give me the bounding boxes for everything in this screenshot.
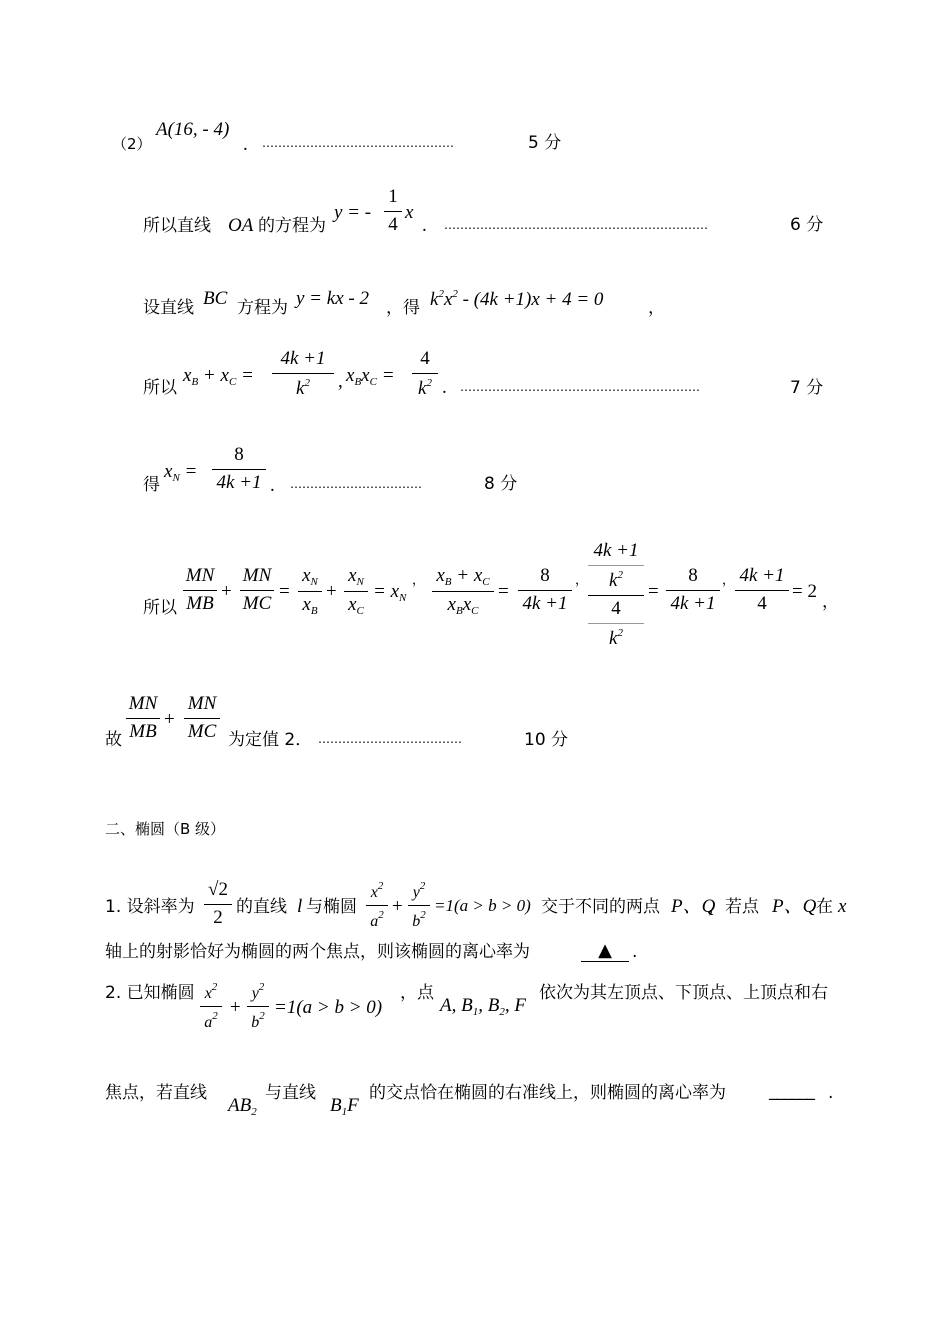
- a: a: [204, 1013, 213, 1031]
- b: b: [412, 912, 421, 930]
- quadratic-tail: - (4k +1)x + 4 = 0: [462, 289, 604, 310]
- points-a-b1: A, B: [440, 995, 473, 1016]
- point-b2: , B: [478, 995, 500, 1016]
- score-6: 6 分: [790, 215, 824, 235]
- plus-x-c: + x: [202, 365, 229, 386]
- leader-dots: ……………………………………………………: [460, 380, 700, 394]
- problem1-t1: 的直线: [236, 897, 287, 917]
- score-5: 5 分: [528, 133, 562, 153]
- equals-xn: = $x_N$: [373, 581, 407, 604]
- a: a: [370, 912, 379, 930]
- sqrt-two: √2: [208, 879, 228, 900]
- separator: ，: [575, 573, 589, 588]
- vieta-prod-fraction: 4 $k^2$: [412, 349, 438, 400]
- leader-dots: ……………………………: [290, 477, 422, 491]
- x-n: x: [348, 565, 357, 586]
- equals: =: [381, 365, 395, 386]
- y: y: [412, 884, 420, 901]
- comma: ,: [338, 371, 343, 392]
- equals-two: = 2: [792, 581, 817, 602]
- problem1-t5: 在: [816, 897, 833, 917]
- problem1-t2: 与椭圆: [306, 897, 357, 917]
- period: .: [243, 134, 248, 155]
- points-pq: P、Q: [671, 896, 716, 917]
- conclusion-lead: 故: [105, 730, 122, 750]
- vieta-sum-den: k: [296, 377, 305, 399]
- score-10: 10 分: [524, 730, 569, 750]
- ratio-xn-xc: $x_N$ $x_C$: [344, 566, 368, 617]
- ellipse-tail: =1(a > b > 0): [274, 997, 383, 1018]
- triangle-mark: ▲: [598, 940, 612, 961]
- line-oa-lead: 所以直线: [143, 216, 211, 236]
- line-bc-mid: 方程为: [237, 298, 288, 318]
- compound-top-num: 4k +1: [593, 540, 639, 561]
- points-list: A, $B_1$, $B_2$, F: [440, 995, 526, 1018]
- section-title: 二、椭圆（B 级）: [105, 820, 226, 838]
- x-b-x-c: x: [447, 594, 456, 616]
- eight: 8: [688, 565, 698, 586]
- equals: =: [241, 365, 254, 386]
- conclusion-text: 为定值 2．: [228, 730, 313, 750]
- mb: MB: [129, 720, 157, 742]
- separator: ，: [412, 573, 426, 588]
- plus: +: [221, 581, 232, 602]
- x-axis-var: x: [838, 896, 847, 917]
- line-ab2: $AB_2$: [228, 1095, 257, 1118]
- problem2-t1: ，点: [400, 983, 434, 1003]
- four-k-plus-one: 4k +1: [739, 565, 785, 586]
- line-oa-lhs: y = -: [334, 202, 372, 223]
- leader-dots: …………………………………………: [262, 136, 454, 150]
- f: F: [347, 1095, 359, 1116]
- problem1-t4: ，若点: [708, 897, 759, 917]
- b: B: [330, 1095, 342, 1116]
- mn: MN: [242, 565, 272, 586]
- problem2-t2: 依次为其左顶点、下顶点、上顶点和右: [539, 983, 828, 1003]
- problem2-lead: 2. 已知椭圆: [105, 983, 195, 1003]
- var-x: x: [443, 289, 453, 310]
- xn-den: 4k +1: [216, 471, 262, 493]
- period: .: [632, 942, 638, 962]
- ellipse-tail: =1(a > b > 0): [434, 896, 531, 915]
- equals: =: [184, 461, 198, 482]
- sum-ratio-lead: 所以: [143, 598, 177, 618]
- four-k-plus-one: 4k +1: [522, 592, 568, 614]
- vieta-sum-num: 4k +1: [280, 348, 326, 369]
- ellipse-y-term: $y^2$ $b^2$: [247, 981, 269, 1031]
- b: b: [251, 1013, 260, 1031]
- separator: ，: [722, 573, 736, 588]
- ratio-mn-mc: [184, 694, 220, 743]
- ratio-8-over: [518, 566, 572, 615]
- compound-top-den: k: [609, 569, 618, 591]
- x: x: [204, 985, 212, 1002]
- leader-dots: …………………………………………………………: [444, 218, 708, 232]
- mn: MN: [128, 693, 158, 714]
- ratio-sum-prod: $x_B + x_C$ $x_Bx_C$: [432, 566, 494, 617]
- answer-blank: ______: [769, 1081, 814, 1101]
- period: .: [442, 377, 447, 398]
- equals: =: [648, 581, 659, 602]
- vieta-prod-lhs: $x_Bx_C$ =: [346, 365, 395, 388]
- ratio-final: [735, 566, 789, 615]
- four-k-plus-one: 4k +1: [670, 592, 716, 614]
- mb: MB: [186, 592, 214, 614]
- ratio-mn-mb: [126, 694, 160, 743]
- line-oa-fraction: [384, 187, 402, 236]
- point-f: , F: [504, 995, 526, 1016]
- line-bc-sep: ，得: [386, 298, 420, 318]
- period: .: [270, 475, 275, 496]
- line-oa-mid: 的方程为: [258, 216, 326, 236]
- problem1-line2: 轴上的射影恰好为椭圆的两个焦点，则该椭圆的离心率为: [105, 942, 530, 962]
- mc: MC: [242, 592, 272, 614]
- two: 2: [213, 906, 223, 928]
- problem2-line2a: 焦点，若直线: [105, 1083, 207, 1103]
- score-7: 7 分: [790, 378, 824, 398]
- ratio-xn-xb: $x_N$ $x_B$: [298, 566, 322, 617]
- mc: MC: [187, 720, 217, 742]
- vieta-sum-lhs: $x_B + x_C$ =: [183, 365, 254, 388]
- equals: =: [498, 581, 509, 602]
- ab: AB: [228, 1095, 252, 1116]
- points-pq-2: P、Q: [772, 896, 817, 917]
- line-l: l: [297, 896, 303, 917]
- vieta-prod-num: 4: [420, 348, 430, 369]
- quadratic-equation: $k^2x^2 - (4k +1)x + 4 = 0$: [430, 288, 604, 310]
- x-c: x: [348, 594, 357, 616]
- problem2-line2b: 与直线: [265, 1083, 316, 1103]
- line-bc-name: BC: [203, 288, 228, 309]
- plus: +: [326, 581, 337, 602]
- xn-lead: 得: [143, 475, 160, 495]
- plus: +: [164, 709, 175, 730]
- answer-blank: [581, 942, 629, 962]
- line-oa-name: OA: [228, 215, 254, 236]
- eq-x-n: = x: [373, 581, 400, 602]
- ellipse-y-term: $y^2$ $b^2$: [408, 880, 430, 930]
- coef-k: k: [430, 289, 439, 310]
- mn: MN: [185, 565, 215, 586]
- ratio-mn-mc: [240, 566, 274, 615]
- x-n: x: [164, 461, 173, 482]
- plus-x-c: + x: [456, 565, 483, 586]
- equals: =: [279, 581, 290, 602]
- line-oa-var: x: [405, 202, 414, 223]
- eight: 8: [540, 565, 550, 586]
- ellipse-x-term: $x^2$ $a^2$: [200, 981, 222, 1031]
- comma: ，: [822, 592, 839, 612]
- ratio-8-over-2: [666, 566, 720, 615]
- four: 4: [757, 592, 767, 614]
- score-8: 8 分: [484, 474, 518, 494]
- plus: +: [230, 997, 241, 1018]
- xn-fraction: [212, 445, 266, 494]
- ellipse-x-term: $x^2$ $a^2$: [366, 880, 388, 930]
- x-b: x: [183, 365, 192, 386]
- compound-fraction: 4k +1 $k^2$ 4 $k^2$: [588, 541, 644, 650]
- line-bc-lead: 设直线: [143, 298, 194, 318]
- xn-lhs: $x_N$ =: [164, 461, 198, 484]
- period: .: [422, 215, 427, 236]
- compound-bot-num: 4: [611, 597, 621, 619]
- period: .: [828, 1083, 834, 1103]
- ratio-mn-mb: [183, 566, 217, 615]
- y: y: [251, 985, 259, 1002]
- x-n: x: [302, 565, 311, 586]
- mn: MN: [187, 693, 217, 714]
- slope-fraction: [204, 880, 232, 929]
- leader-dots: ………………………………: [318, 732, 462, 746]
- compound-bot-den: k: [609, 627, 618, 649]
- point-a: A(16, - 4): [156, 119, 230, 140]
- vieta-prod-den: k: [418, 377, 427, 399]
- xn-num: 8: [234, 444, 244, 465]
- problem1-t3: 交于不同的两点: [541, 897, 660, 917]
- line-oa-num: 1: [388, 186, 398, 207]
- plus: +: [392, 896, 403, 917]
- vieta-lead: 所以: [143, 378, 177, 398]
- x-b: x: [302, 594, 311, 616]
- part-label: （2）: [112, 135, 152, 153]
- line-oa-den: 4: [388, 213, 398, 235]
- x: x: [370, 884, 378, 901]
- x-b: x: [346, 365, 355, 386]
- problem1-lead: 1. 设斜率为: [105, 897, 195, 917]
- x-b: x: [436, 565, 445, 586]
- line-bc-equation: y = kx - 2: [296, 288, 369, 309]
- vieta-sum-fraction: 4k +1 $k^2$: [272, 349, 334, 400]
- problem2-line2c: 的交点恰在椭圆的右准线上，则椭圆的离心率为: [369, 1083, 726, 1103]
- line-b1f: $B_1F$: [330, 1095, 359, 1118]
- comma: ，: [648, 298, 665, 318]
